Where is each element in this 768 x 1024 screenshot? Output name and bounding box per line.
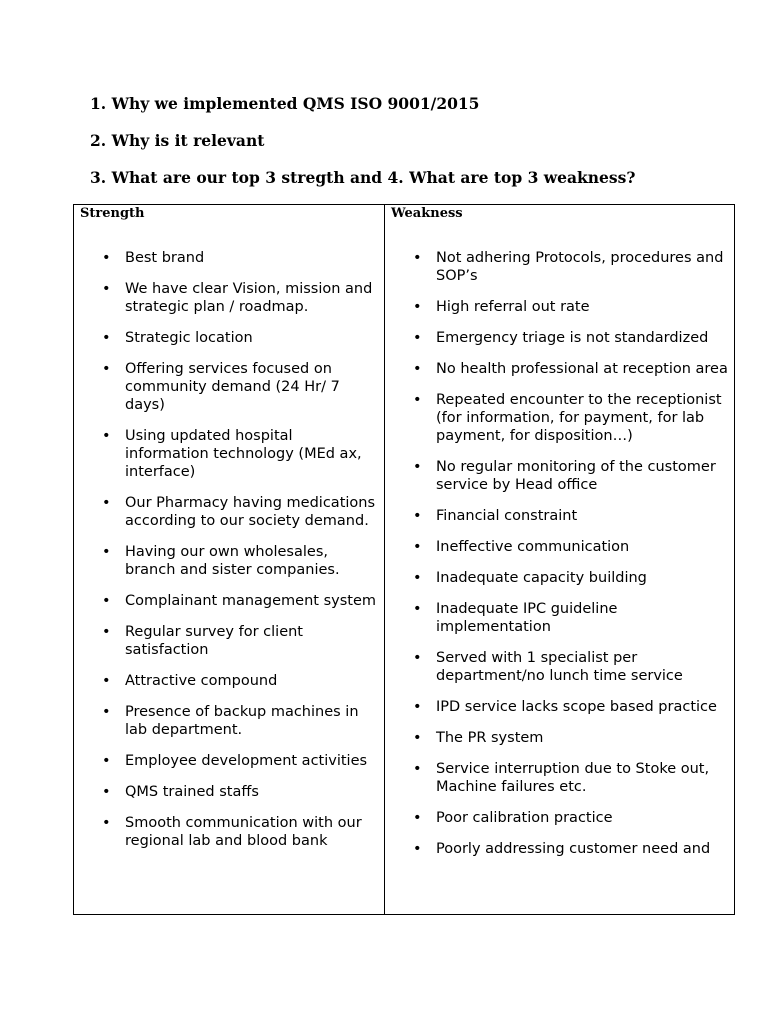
strength-column	[74, 205, 385, 914]
weakness-column	[385, 205, 734, 914]
bullet-icon: •	[413, 570, 422, 586]
strength-item-text: We have clear Vision, mission and strategic plan / roadmap.	[125, 281, 373, 315]
bullet-icon: •	[102, 361, 111, 377]
strength-item	[74, 543, 380, 579]
strength-item	[74, 427, 380, 481]
bullet-icon: •	[102, 281, 111, 297]
bullet-icon: •	[102, 593, 111, 609]
weakness-item	[385, 729, 730, 747]
strength-item-text: Smooth communication with our regional lab and blood bank	[125, 815, 362, 849]
bullet-icon: •	[413, 650, 422, 666]
weakness-item	[385, 391, 730, 445]
bullet-icon: •	[413, 699, 422, 715]
bullet-icon: •	[413, 392, 422, 408]
weakness-item-text: Repeated encounter to the receptionist (for information, for payment, for lab payment, for disposition…)	[436, 392, 722, 444]
weakness-item-text: Not adhering Protocols, procedures and SOP’s	[436, 250, 724, 284]
weakness-header: Weakness	[391, 206, 463, 221]
bullet-icon: •	[413, 841, 422, 857]
strength-item-text: Regular survey for client satisfaction	[125, 624, 303, 658]
strength-item-text: Complainant management system	[125, 593, 376, 609]
bullet-icon: •	[413, 601, 422, 617]
weakness-item	[385, 249, 730, 285]
strength-item	[74, 814, 380, 850]
strength-item	[74, 360, 380, 414]
strength-item-text: Best brand	[125, 250, 205, 266]
strength-header: Strength	[80, 206, 145, 221]
weakness-list	[385, 249, 730, 871]
bullet-icon: •	[413, 250, 422, 266]
bullet-icon: •	[413, 761, 422, 777]
weakness-item	[385, 760, 730, 796]
bullet-icon: •	[413, 299, 422, 315]
bullet-icon: •	[102, 250, 111, 266]
strength-item-text: Our Pharmacy having medications according to our society demand.	[125, 495, 376, 529]
question-list	[90, 94, 635, 205]
bullet-icon: •	[413, 459, 422, 475]
strength-list	[74, 249, 380, 863]
bullet-icon: •	[102, 704, 111, 720]
weakness-item	[385, 298, 730, 316]
bullet-icon: •	[102, 330, 111, 346]
strength-item-text: Offering services focused on community demand (24 Hr/ 7 days)	[125, 361, 340, 413]
weakness-item-text: Service interruption due to Stoke out, Machine failures etc.	[436, 761, 710, 795]
strength-item	[74, 592, 380, 610]
weakness-item-text: Emergency triage is not standardized	[436, 330, 709, 346]
strength-item	[74, 752, 380, 770]
strength-weakness-table	[73, 204, 735, 915]
strength-item-text: Attractive compound	[125, 673, 278, 689]
weakness-item-text: Poorly addressing customer need and	[436, 841, 711, 857]
bullet-icon: •	[102, 624, 111, 640]
weakness-item-text: No health professional at reception area	[436, 361, 728, 377]
strength-item-text: QMS trained staffs	[125, 784, 259, 800]
weakness-item-text: No regular monitoring of the customer service by Head office	[436, 459, 716, 493]
bullet-icon: •	[102, 815, 111, 831]
strength-item	[74, 329, 380, 347]
strength-item-text: Employee development activities	[125, 753, 368, 769]
bullet-icon: •	[102, 495, 111, 511]
bullet-icon: •	[102, 673, 111, 689]
weakness-item	[385, 600, 730, 636]
weakness-item	[385, 507, 730, 525]
bullet-icon: •	[413, 361, 422, 377]
weakness-item-text: Ineffective communication	[436, 539, 630, 555]
strength-item-text: Having our own wholesales, branch and sister companies.	[125, 544, 340, 578]
strength-item-text: Strategic location	[125, 330, 253, 346]
strength-item	[74, 783, 380, 801]
strength-item	[74, 703, 380, 739]
weakness-item-text: Inadequate IPC guideline implementation	[436, 601, 618, 635]
bullet-icon: •	[102, 428, 111, 444]
weakness-item-text: Served with 1 specialist per department/no lunch time service	[436, 650, 683, 684]
bullet-icon: •	[413, 330, 422, 346]
weakness-item	[385, 698, 730, 716]
bullet-icon: •	[413, 508, 422, 524]
weakness-item-text: IPD service lacks scope based practice	[436, 699, 717, 715]
weakness-item	[385, 649, 730, 685]
bullet-icon: •	[413, 730, 422, 746]
weakness-item-text: Financial constraint	[436, 508, 578, 524]
weakness-item-text: Inadequate capacity building	[436, 570, 647, 586]
bullet-icon: •	[102, 753, 111, 769]
strength-item	[74, 494, 380, 530]
strength-item-text: Using updated hospital information technology (MEd ax, interface)	[125, 428, 362, 480]
bullet-icon: •	[413, 810, 422, 826]
strength-item-text: Presence of backup machines in lab department.	[125, 704, 359, 738]
bullet-icon: •	[102, 544, 111, 560]
strength-item	[74, 249, 380, 267]
strength-item	[74, 623, 380, 659]
strength-item	[74, 672, 380, 690]
bullet-icon: •	[102, 784, 111, 800]
weakness-item	[385, 569, 730, 587]
question-3: 3. What are our top 3 stregth and 4. What are top 3 weakness?	[90, 168, 636, 187]
weakness-item	[385, 840, 730, 858]
weakness-item	[385, 458, 730, 494]
question-2: 2. Why is it relevant	[90, 131, 265, 150]
bullet-icon: •	[413, 539, 422, 555]
weakness-item	[385, 538, 730, 556]
weakness-item	[385, 360, 730, 378]
weakness-item	[385, 809, 730, 827]
weakness-item-text: The PR system	[436, 730, 544, 746]
question-1: 1. Why we implemented QMS ISO 9001/2015	[90, 94, 480, 113]
weakness-item	[385, 329, 730, 347]
strength-item	[74, 280, 380, 316]
weakness-item-text: High referral out rate	[436, 299, 590, 315]
weakness-item-text: Poor calibration practice	[436, 810, 613, 826]
